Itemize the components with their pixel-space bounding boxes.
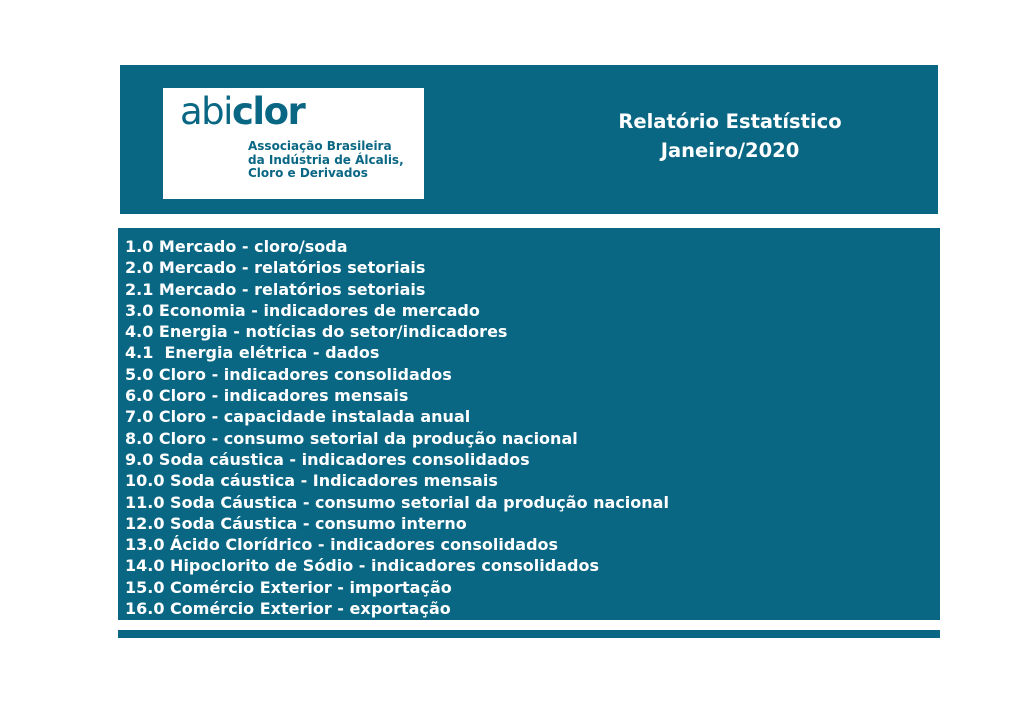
toc-item: 14.0 Hipoclorito de Sódio - indicadores consolidados bbox=[125, 556, 599, 576]
toc-item: 10.0 Soda cáustica - Indicadores mensais bbox=[125, 471, 498, 491]
logo-tagline bbox=[248, 140, 404, 181]
header-banner bbox=[120, 65, 938, 214]
toc-item: 16.0 Comércio Exterior - exportação bbox=[125, 599, 451, 619]
toc-panel bbox=[118, 228, 940, 620]
toc-item: 2.0 Mercado - relatórios setoriais bbox=[125, 258, 426, 278]
brand-text-bold: clor bbox=[231, 90, 305, 133]
tagline-line: da Indústria de Álcalis, bbox=[248, 152, 404, 167]
toc-item: 2.1 Mercado - relatórios setoriais bbox=[125, 279, 426, 299]
tagline-line: Associação Brasileira bbox=[248, 139, 392, 153]
toc-item: 5.0 Cloro - indicadores consolidados bbox=[125, 364, 452, 384]
abiclor-logo bbox=[163, 88, 424, 199]
toc-item: 9.0 Soda cáustica - indicadores consolidados bbox=[125, 449, 530, 469]
toc-item: 4.1 Energia elétrica - dados bbox=[125, 343, 380, 363]
report-title bbox=[525, 107, 935, 165]
tagline-line: Cloro e Derivados bbox=[248, 166, 368, 180]
brand-text-light: abi bbox=[180, 90, 232, 133]
toc-item: 1.0 Mercado - cloro/soda bbox=[125, 237, 348, 256]
abiclor-wordmark bbox=[180, 90, 304, 133]
toc-item: 4.0 Energia - notícias do setor/indicadores bbox=[125, 322, 508, 342]
toc-item: 13.0 Ácido Clorídrico - indicadores consolidados bbox=[125, 535, 559, 555]
toc-item: 7.0 Cloro - capacidade instalada anual bbox=[125, 407, 471, 427]
toc-item: 6.0 Cloro - indicadores mensais bbox=[125, 386, 409, 406]
toc-item: 8.0 Cloro - consumo setorial da produção nacional bbox=[125, 428, 578, 448]
toc-item: 15.0 Comércio Exterior - importação bbox=[125, 577, 452, 597]
toc-item: 12.0 Soda Cáustica - consumo interno bbox=[125, 513, 467, 533]
toc-item: 11.0 Soda Cáustica - consumo setorial da produção nacional bbox=[125, 492, 669, 512]
toc-item: 3.0 Economia - indicadores de mercado bbox=[125, 300, 480, 320]
report-title-line2: Janeiro/2020 bbox=[660, 139, 800, 162]
bottom-accent-bar bbox=[118, 630, 940, 638]
report-title-line1: Relatório Estatístico bbox=[618, 110, 842, 133]
